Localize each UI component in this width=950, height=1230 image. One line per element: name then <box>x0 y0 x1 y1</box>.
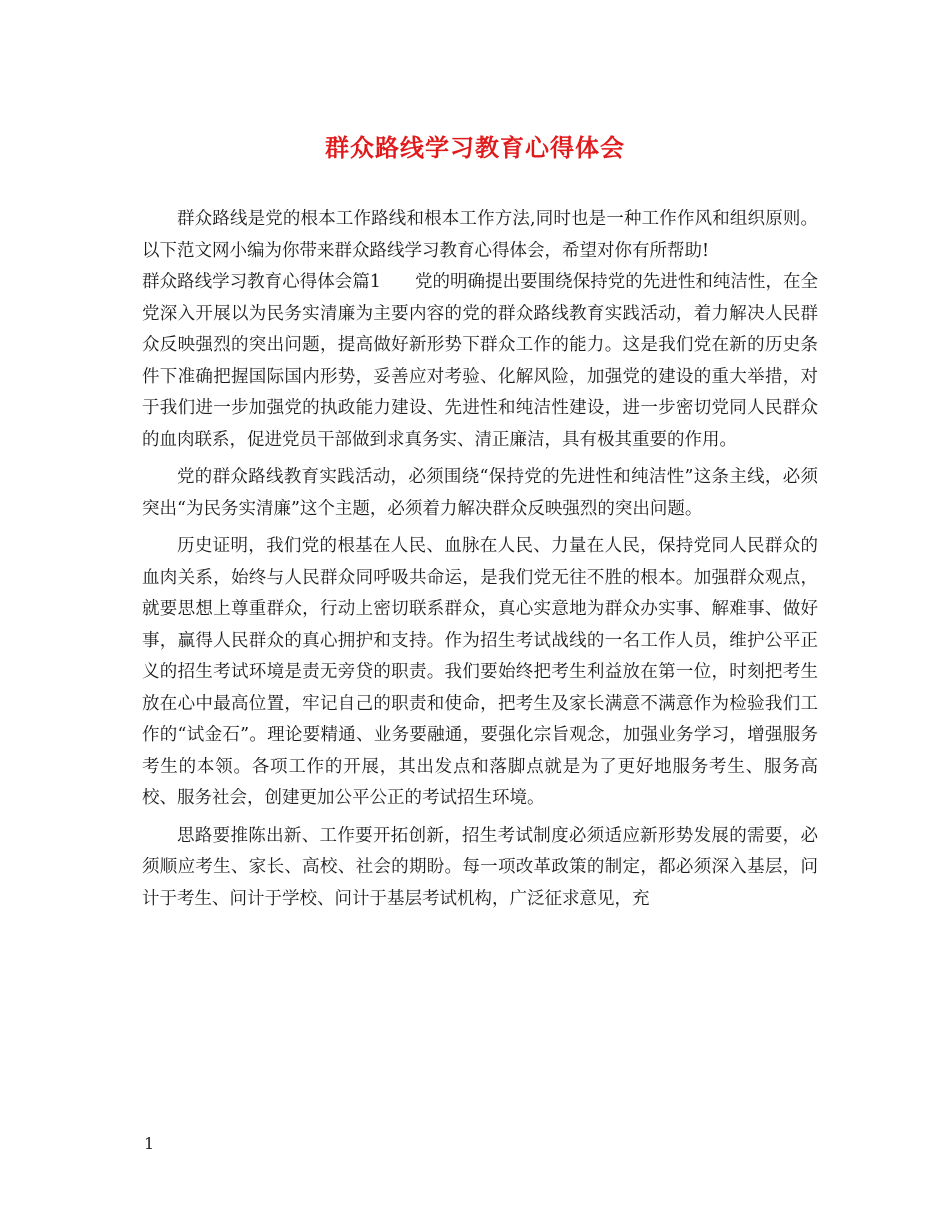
intro-paragraph <box>142 204 818 267</box>
section-heading: 群众路线学习教育心得体会篇1 <box>142 272 381 292</box>
paragraph-1-text: 党的明确提出要围绕保持党的先进性和纯洁性，在全党深入开展以为民务实清廉为主要内容的党的群众路线教育实践活动，着力解决人民群众反映强烈的突出问题，提高做好新形势下群众工作的能力。这是我们党在新的历史条件下准确把握国际国内形势，妥善应对考验、化解风险，加强党的建设的重大举措，对于我们进一步加强党的执政能力建设、先进性和纯洁性建设，进一步密切党同人民群众的血肉联系，促进党员干部做到求真务实、清正廉洁，具有极其重要的作用。 <box>142 272 819 450</box>
intro-text: 群众路线是党的根本工作路线和根本工作方法,同时也是一种工作作风和组织原则。以下范文网小编为你带来群众路线学习教育心得体会，希望对你有所帮助! <box>142 209 818 261</box>
paragraph-4: 思路要推陈出新、工作要开拓创新，招生考试制度必须适应新形势发展的需要，必须顺应考生、家长、高校、社会的期盼。每一项改革政策的制定，都必须深入基层，问计于考生、问计于学校、问计于基层考试机构，广泛征求意见，充 <box>142 825 818 909</box>
section-paragraph-1 <box>142 267 818 456</box>
document-body <box>142 204 818 921</box>
paragraph-2: 党的群众路线教育实践活动，必须围绕“保持党的先进性和纯洁性”这条主线，必须突出“为民务实清廉”这个主题，必须着力解决群众反映强烈的突出问题。 <box>142 467 818 519</box>
page-number: 1 <box>144 1134 155 1153</box>
document-title: 群众路线学习教育心得体会 <box>325 133 625 162</box>
paragraph-3: 历史证明，我们党的根基在人民、血脉在人民、力量在人民，保持党同人民群众的血肉关系，始终与人民群众同呼吸共命运，是我们党无往不胜的根本。加强群众观点，就要思想上尊重群众，行动上密切联系群众，真心实意地为群众办实事、解难事、做好事，赢得人民群众的真心拥护和支持。作为招生考试战线的一名工作人员，维护公平正义的招生考试环境是责无旁贷的职责。我们要始终把考生利益放在第一位，时刻把考生放在心中最高位置，牢记自己的职责和使命，把考生及家长满意不满意作为检验我们工作的“试金石”。理论要精通、业务要融通，要强化宗旨观念，加强业务学习，增强服务考生的本领。各项工作的开展，其出发点和落脚点就是为了更好地服务考生、服务高校、服务社会，创建更加公平公正的考试招生环境。 <box>142 536 818 808</box>
